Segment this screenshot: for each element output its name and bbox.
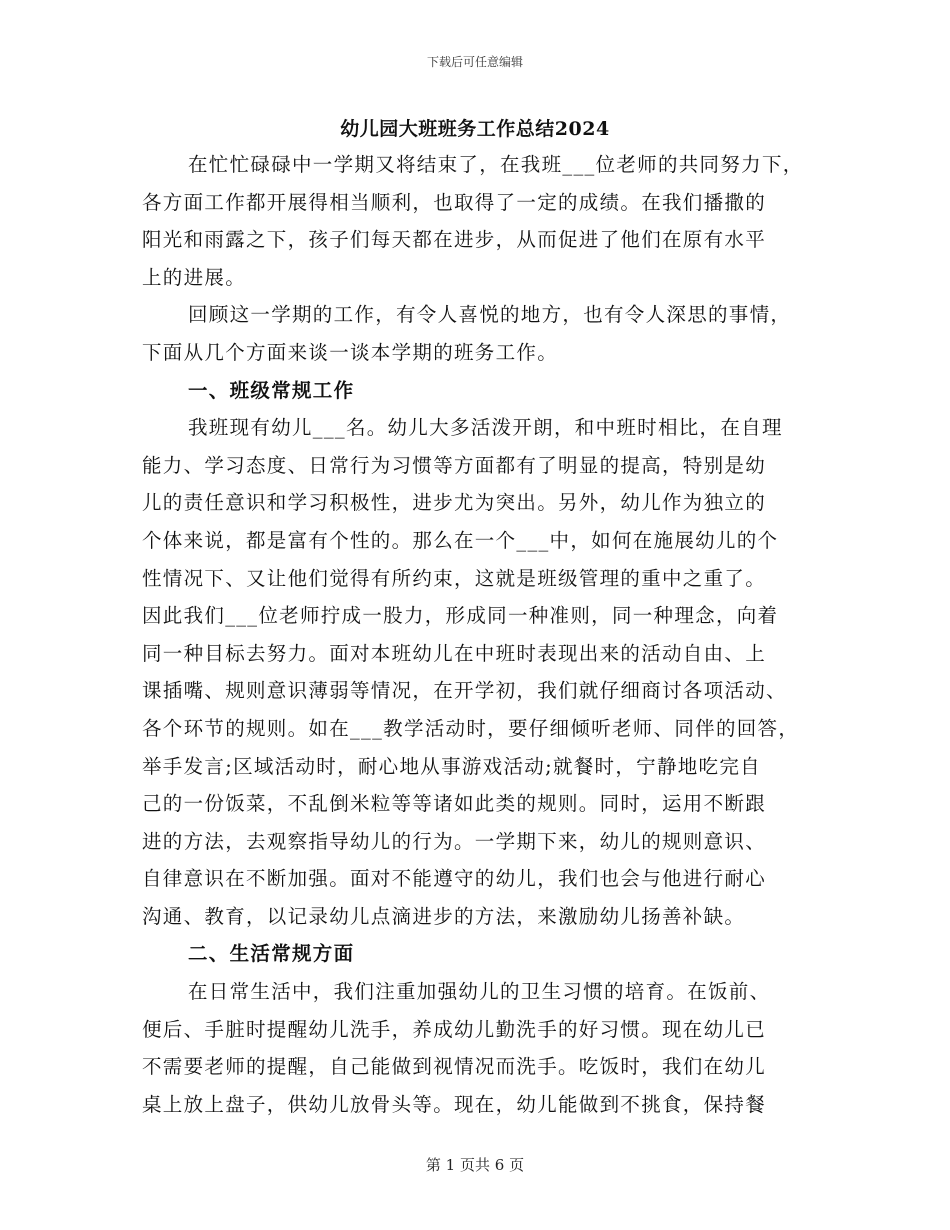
paragraph-line: 性情况下、又让他们觉得有所约束，这就是班级管理的重中之重了。 xyxy=(142,566,767,590)
paragraph-line: 我班现有幼儿___名。幼儿大多活泼开朗，和中班时相比，在自理 xyxy=(188,416,783,440)
paragraph-line: 课插嘴、规则意识薄弱等情况，在开学初，我们就仔细商讨各项活动、 xyxy=(142,679,787,703)
paragraph-line: 不需要老师的提醒，自己能做到视情况而洗手。吃饭时，我们在幼儿 xyxy=(142,1055,767,1079)
paragraph-line: 各方面工作都开展得相当顺利，也取得了一定的成绩。在我们播撒的 xyxy=(142,190,767,214)
paragraph-line: 举手发言;区域活动时，耐心地从事游戏活动;就餐时，宁静地吃完自 xyxy=(142,754,761,778)
paragraph-line: 因此我们___位老师拧成一股力，形成同一种准则，同一种理念，向着 xyxy=(142,604,779,628)
section-heading: 一、班级常规工作 xyxy=(188,378,355,402)
paragraph-line: 在忙忙碌碌中一学期又将结束了，在我班___位老师的共同努力下， xyxy=(188,153,804,176)
paragraph-line: 上的进展。 xyxy=(142,265,247,289)
paragraph-line: 下面从几个方面来谈一谈本学期的班务工作。 xyxy=(142,340,559,364)
paragraph-line: 阳光和雨露之下，孩子们每天都在进步，从而促进了他们在原有水平 xyxy=(142,228,767,252)
section-heading: 二、生活常规方面 xyxy=(188,942,355,966)
paragraph-line: 同一种目标去努力。面对本班幼儿在中班时表现出来的活动自由、上 xyxy=(142,641,767,665)
paragraph-line: 儿的责任意识和学习积极性，进步尤为突出。另外，幼儿作为独立的 xyxy=(142,491,767,515)
paragraph-line: 能力、学习态度、日常行为习惯等方面都有了明显的提高，特别是幼 xyxy=(142,453,767,477)
paragraph-line: 自律意识在不断加强。面对不能遵守的幼儿，我们也会与他进行耐心 xyxy=(142,867,767,891)
paragraph-line: 个体来说，都是富有个性的。那么在一个___中，如何在施展幼儿的个 xyxy=(142,528,779,552)
paragraph-line: 在日常生活中，我们注重加强幼儿的卫生习惯的培育。在饭前、 xyxy=(188,980,771,1004)
paragraph-line: 各个环节的规则。如在___教学活动时，要仔细倾听老师、同伴的回答， xyxy=(142,716,800,740)
paragraph-line: 回顾这一学期的工作，有令人喜悦的地方，也有令人深思的事情， xyxy=(188,303,792,327)
paragraph-line: 己的一份饭菜，不乱倒米粒等等诸如此类的规则。同时，运用不断跟 xyxy=(142,792,767,816)
paragraph-line: 沟通、教育，以记录幼儿点滴进步的方法，来激励幼儿扬善补缺。 xyxy=(142,904,746,928)
document-title: 幼儿园大班班务工作总结2024 xyxy=(340,118,610,140)
paragraph-line: 进的方法，去观察指导幼儿的行为。一学期下来，幼儿的规则意识、 xyxy=(142,829,767,853)
page-header: 下载后可任意编辑 xyxy=(426,55,523,69)
page-footer: 第 1 页共 6 页 xyxy=(425,1156,525,1174)
paragraph-line: 桌上放上盘子，供幼儿放骨头等。现在，幼儿能做到不挑食，保持餐 xyxy=(142,1092,767,1116)
document-body xyxy=(142,146,812,1123)
paragraph-line: 便后、手脏时提醒幼儿洗手，养成幼儿勤洗手的好习惯。现在幼儿已 xyxy=(142,1017,767,1041)
